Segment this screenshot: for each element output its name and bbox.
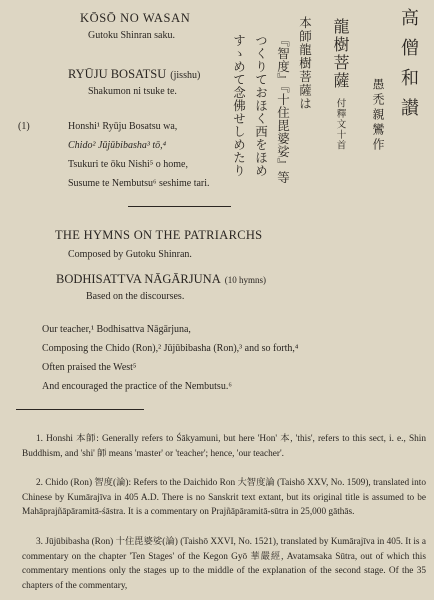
romaji-verse-line: Chido² Jūjūbibasha³ tō,⁴ <box>68 140 167 151</box>
japanese-verse-column: 本師龍樹菩薩は <box>297 16 313 111</box>
english-heading <box>56 270 266 288</box>
english-title: THE HYMNS ON THE PATRIARCHS <box>55 228 263 242</box>
romaji-title: KŌSŌ NO WASAN <box>80 11 191 25</box>
english-verse-line: And encouraged the practice of the Nembutsu.⁶ <box>42 381 232 392</box>
english-byline: Composed by Gutoku Shinran. <box>68 249 192 260</box>
japanese-verse-column: すゝめて念佛せしめたり <box>231 34 247 177</box>
section-divider <box>128 206 231 207</box>
japanese-verse-column: つくりておほく西をほめ <box>253 34 269 177</box>
japanese-hymn-heading: 龍樹菩薩 <box>331 18 350 90</box>
romaji-verse-line: Honshi¹ Ryūju Bosatsu wa, <box>68 121 178 132</box>
romaji-hymn-heading <box>68 65 200 83</box>
romaji-verse-line: Tsukuri te ōku Nishi⁵ o home, <box>68 159 188 170</box>
footnote-2: 2. Chido (Ron) 智度(論): Refers to the Daichido Ron 大智度論 (Taishō XXV, No. 1509), translated into Chinese by Kumārajīva in 405 A.D. There is no Sanskrit text extant, but its original title is assumed to be Mahāprajñāpāramitā-śāstra. It is a commentary on Prajñāpāramitā-sūtra in 25,000 gāthās. <box>22 478 426 518</box>
english-subheading: Based on the discourses. <box>86 291 185 302</box>
romaji-author: Gutoku Shinran saku. <box>88 30 175 41</box>
romaji-hymn-title: RYŪJU BOSATSU <box>68 67 167 81</box>
english-heading-count: (10 hymns) <box>224 275 266 285</box>
romaji-verse-number: (1) <box>18 121 30 132</box>
japanese-author: 愚禿親鸞作 <box>371 78 385 153</box>
footnote-3: 3. Jūjūbibasha (Ron) 十住毘婆娑(論) (Taishō XXVI, No. 1521), translated by Kumārajīva in 405. It is a commentary on the chapter 'Ten Stages' of the Kegon Gyō 華嚴經, Avatamsaka Sūtra, out of which this commentary mentions only the stages up to the middle of the explanation of the second stage. Of the 35 chapters of the commentary, <box>22 537 426 591</box>
english-verse-line: Composing the Chido (Ron),² Jūjūbibasha (Ron),³ and so forth,⁴ <box>42 343 299 354</box>
english-heading-title: BODHISATTVA NĀGĀRJUNA <box>56 272 221 286</box>
footnote-1: 1. Honshi 本師: Generally refers to Śākyamuni, but here 'Hon' 本, 'this', refers to this sect, i. e., Shin Buddhism, and 'shi' 師 means 'master' or 'teacher'; hence, 'our teacher'. <box>22 434 426 459</box>
japanese-title: 高僧和讃 <box>398 8 419 128</box>
romaji-verse-line: Susume te Nembutsu⁶ seshime tari. <box>68 178 210 189</box>
romaji-hymn-count: (jisshu) <box>170 70 201 81</box>
romaji-hymn-subtitle: Shakumon ni tsuke te. <box>88 86 177 97</box>
footnote-divider <box>16 409 144 410</box>
english-verse-line: Our teacher,¹ Bodhisattva Nāgārjuna, <box>42 324 191 335</box>
english-verse-line: Often praised the West⁵ <box>42 362 137 373</box>
japanese-verse-column: 『智度』『十住毘婆娑』等 <box>275 34 291 184</box>
japanese-hymn-note: 付釋文十首 <box>334 98 346 151</box>
